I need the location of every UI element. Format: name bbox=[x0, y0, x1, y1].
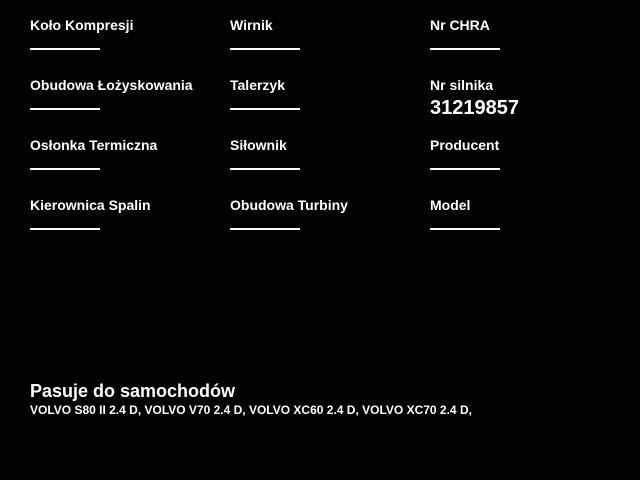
spec-field-label: Talerzyk bbox=[230, 77, 285, 93]
spec-field-label: Nr silnika bbox=[430, 77, 494, 93]
spec-field-obudowa-lozyskowania bbox=[30, 78, 230, 138]
empty-value-line bbox=[30, 228, 100, 230]
spec-field-silownik bbox=[230, 138, 430, 198]
spec-field-oslonka-termiczna bbox=[30, 138, 230, 198]
empty-value-line bbox=[430, 228, 500, 230]
empty-value-line bbox=[30, 108, 100, 110]
empty-value-line bbox=[430, 48, 500, 50]
empty-value-line bbox=[230, 168, 300, 170]
empty-value-line bbox=[30, 48, 100, 50]
spec-field-label: Siłownik bbox=[230, 137, 287, 153]
spec-field-label: Nr CHRA bbox=[430, 17, 490, 33]
empty-value-line bbox=[230, 108, 300, 110]
compatibility-vehicle-list: VOLVO S80 II 2.4 D, VOLVO V70 2.4 D, VOLVO XC60 2.4 D, VOLVO XC70 2.4 D, bbox=[30, 403, 472, 417]
spec-field-label: Obudowa Łożyskowania bbox=[30, 77, 193, 93]
empty-value-line bbox=[30, 168, 100, 170]
engine-number-value: 31219857 bbox=[430, 97, 519, 119]
compatibility-section bbox=[30, 381, 472, 417]
empty-value-line bbox=[230, 48, 300, 50]
spec-field-label: Obudowa Turbiny bbox=[230, 197, 348, 213]
spec-field-talerzyk bbox=[230, 78, 430, 138]
spec-field-producent bbox=[430, 138, 630, 198]
spec-field-label: Wirnik bbox=[230, 17, 273, 33]
spec-field-kierownica-spalin bbox=[30, 198, 230, 258]
spec-field-label: Osłonka Termiczna bbox=[30, 137, 158, 153]
spec-field-obudowa-turbiny bbox=[230, 198, 430, 258]
spec-field-label: Model bbox=[430, 197, 471, 213]
spec-field-wirnik bbox=[230, 18, 430, 78]
empty-value-line bbox=[230, 228, 300, 230]
spec-field-label: Koło Kompresji bbox=[30, 17, 134, 33]
spec-grid bbox=[30, 18, 630, 258]
spec-field-nr-silnika bbox=[430, 78, 630, 138]
spec-field-label: Producent bbox=[430, 137, 500, 153]
empty-value-line bbox=[430, 168, 500, 170]
spec-field-nr-chra bbox=[430, 18, 630, 78]
spec-field-model bbox=[430, 198, 630, 258]
compatibility-title: Pasuje do samochodów bbox=[30, 381, 236, 401]
spec-field-kolo-kompresji bbox=[30, 18, 230, 78]
spec-field-label: Kierownica Spalin bbox=[30, 197, 151, 213]
